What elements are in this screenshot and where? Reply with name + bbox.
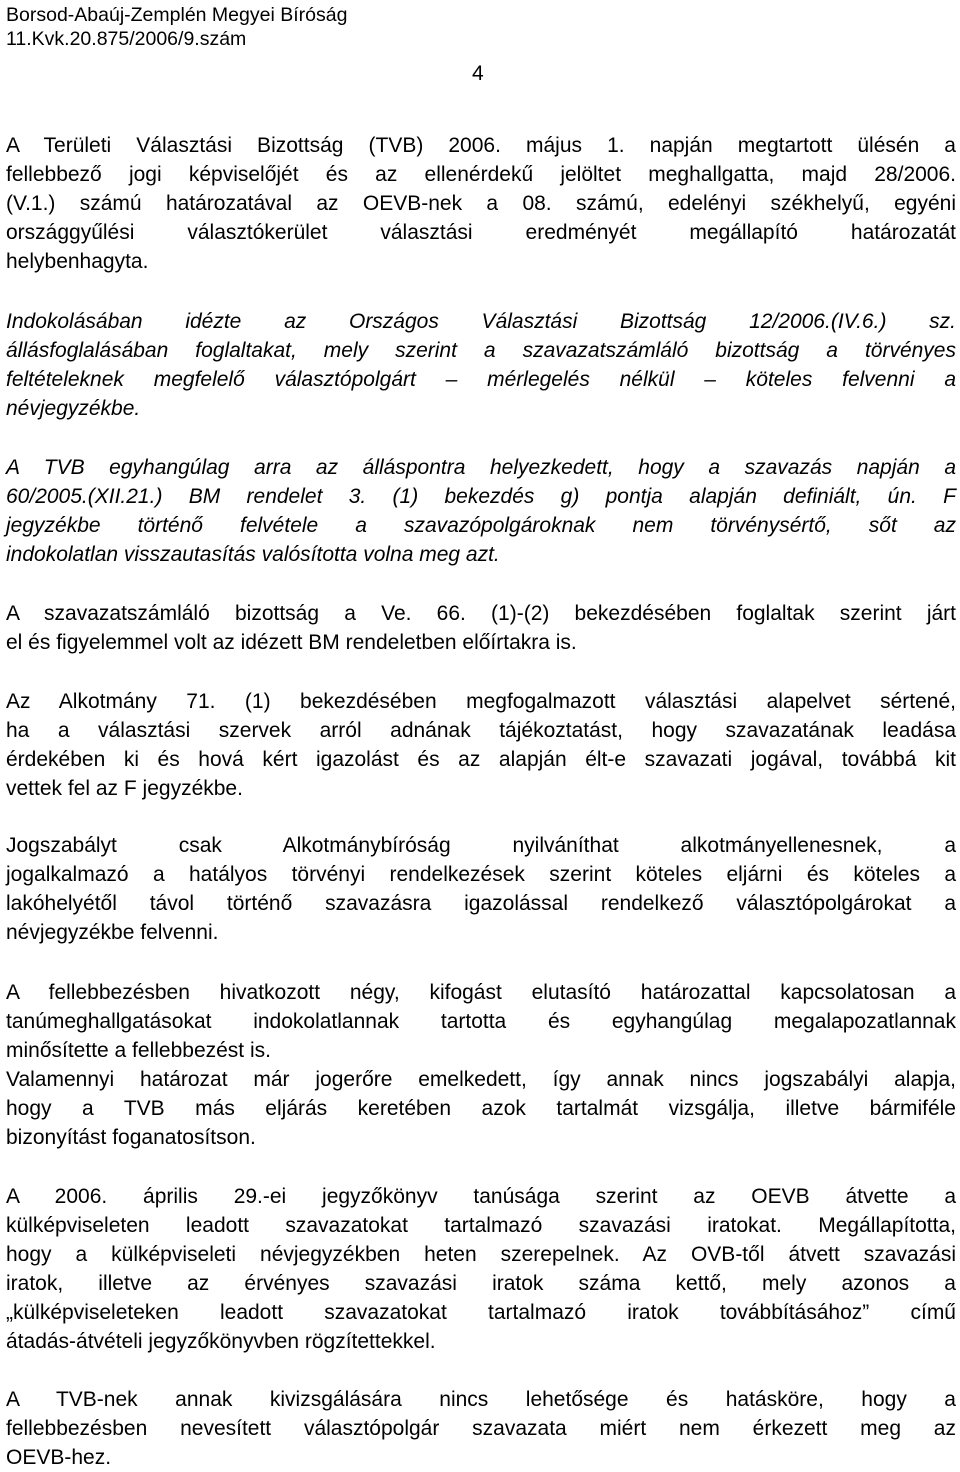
- text-line: „külképviseleteken leadott szavazatokat tartalmazó iratok továbbításához” című: [6, 1301, 956, 1324]
- text-line: külképviseleten leadott szavazatokat tartalmazó szavazási iratokat. Megállapította,: [6, 1214, 956, 1237]
- text-line: fellebbezésben nevesített választópolgár szavazata miért nem érkezett meg az: [6, 1417, 956, 1440]
- text-line: érdekében ki és hová kért igazolást és az alapján élt-e szavazati jogával, továbbá kit: [6, 748, 956, 771]
- text-line: hogy a TVB más eljárás keretében azok tartalmát vizsgálja, illetve bármiféle: [6, 1097, 956, 1120]
- text-line: átadás-átvételi jegyzőkönyvben rögzítettekkel.: [6, 1330, 436, 1353]
- text-line: A fellebbezésben hivatkozott négy, kifogást elutasító határozattal kapcsolatosan a: [6, 981, 956, 1004]
- text-line: Valamennyi határozat már jogerőre emelkedett, így annak nincs jogszabályi alapja,: [6, 1068, 956, 1091]
- text-line: jegyzékbe történő felvétele a szavazópolgároknak nem törvénysértő, sőt az: [6, 514, 956, 537]
- text-line: A TVB egyhangúlag arra az álláspontra helyezkedett, hogy a szavazás napján a: [6, 456, 956, 479]
- text-line: fellebbező jogi képviselőjét és az ellenérdekű jelöltet meghallgatta, majd 28/2006.: [6, 163, 956, 186]
- text-line: tanúmeghallgatásokat indokolatlannak tartotta és egyhangúlag megalapozatlannak: [6, 1010, 956, 1033]
- text-line: A szavazatszámláló bizottság a Ve. 66. (1)-(2) bekezdésében foglaltak szerint járt: [6, 602, 956, 625]
- page-number: 4: [472, 62, 484, 85]
- paragraph-tvb-standpoint: [6, 453, 956, 569]
- text-line: hogy a külképviseleti névjegyzékben heten szerepelnek. Az OVB-től átvett szavazási: [6, 1243, 956, 1266]
- text-line: Indokolásában idézte az Országos Választási Bizottság 12/2006.(IV.6.) sz.: [6, 310, 956, 333]
- paragraph-counting-committee: [6, 599, 956, 657]
- text-line: feltételeknek megfelelő választópolgárt – mérlegelés nélkül – köteles felvenni a: [6, 368, 956, 391]
- paragraph-ovb-position: [6, 307, 956, 423]
- text-line: névjegyzékbe.: [6, 397, 141, 420]
- text-line: OEVB-hez.: [6, 1446, 112, 1469]
- text-line: iratok, illetve az érvényes szavazási iratok száma kettő, mely azonos a: [6, 1272, 956, 1295]
- text-line: A TVB-nek annak kivizsgálására nincs lehetősége és hatásköre, hogy a: [6, 1388, 956, 1411]
- text-line: minősítette a fellebbezést is.: [6, 1039, 271, 1062]
- text-line: 60/2005.(XII.21.) BM rendelet 3. (1) bekezdés g) pontja alapján definiált, ún. F: [6, 485, 956, 508]
- paragraph-tvb-competence: [6, 1385, 956, 1472]
- text-line: országgyűlési választókerület választási eredményét megállapító határozatát: [6, 221, 956, 244]
- text-line: bizonyítást foganatosítson.: [6, 1126, 256, 1149]
- case-number: 11.Kvk.20.875/2006/9.szám: [6, 28, 247, 50]
- text-line: jogalkalmazó a hatályos törvényi rendelkezések szerint köteles eljárni és köteles a: [6, 863, 956, 886]
- text-line: Jogszabályt csak Alkotmánybíróság nyilváníthat alkotmányellenesnek, a: [6, 834, 956, 857]
- paragraph-constitutional-court: [6, 831, 956, 947]
- court-name: Borsod-Abaúj-Zemplén Megyei Bíróság: [6, 4, 348, 26]
- paragraph-appeal-references: [6, 978, 956, 1152]
- text-line: lakóhelyétől távol történő szavazásra igazolással rendelkező választópolgárokat a: [6, 892, 956, 915]
- paragraph-tvb-decision: [6, 131, 956, 276]
- text-line: (V.1.) számú határozatával az OEVB-nek a 08. számú, edelényi székhelyű, egyéni: [6, 192, 956, 215]
- text-line: Az Alkotmány 71. (1) bekezdésében megfogalmazott választási alapelvet sértené,: [6, 690, 956, 713]
- text-line: névjegyzékbe felvenni.: [6, 921, 219, 944]
- text-line: helybenhagyta.: [6, 250, 149, 273]
- page-header: [6, 3, 347, 51]
- text-line: el és figyelemmel volt az idézett BM rendeletben előírtakra is.: [6, 631, 577, 654]
- text-line: állásfoglalásában foglaltakat, mely szerint a szavazatszámláló bizottság a törvényes: [6, 339, 956, 362]
- paragraph-constitution: [6, 687, 956, 803]
- text-line: A 2006. április 29.-ei jegyzőkönyv tanúsága szerint az OEVB átvette a: [6, 1185, 956, 1208]
- text-line: A Területi Választási Bizottság (TVB) 2006. május 1. napján megtartott ülésén a: [6, 134, 956, 157]
- text-line: ha a választási szervek arról adnának tájékoztatást, hogy szavazatának leadása: [6, 719, 956, 742]
- paragraph-minutes: [6, 1182, 956, 1356]
- text-line: indokolatlan visszautasítás valósította volna meg azt.: [6, 543, 500, 566]
- text-line: vettek fel az F jegyzékbe.: [6, 777, 243, 800]
